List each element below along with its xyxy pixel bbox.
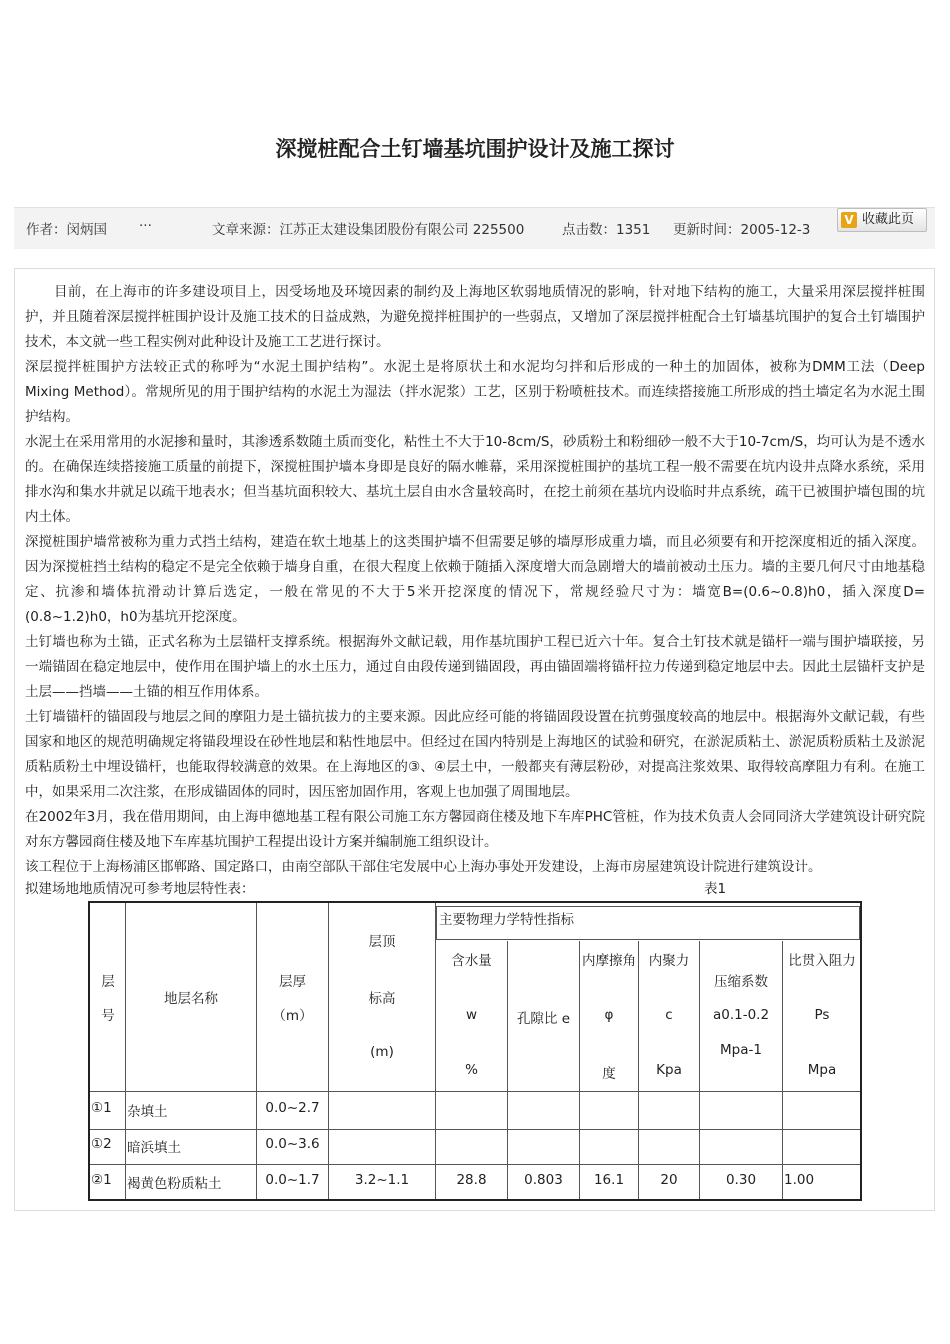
- table-number: 表1: [704, 881, 727, 897]
- header-compressibility: Mpa-1: [720, 1042, 762, 1058]
- cell-layer-name: 杂填土: [127, 1104, 168, 1120]
- paragraph: 深层搅拌桩围护方法较正式的称呼为“水泥土围护结构”。水泥土是将原状土和水泥均匀拌和后形成的一种土的加固体，被称为DMM工法（Deep Mixing Method）。常规所见的用于围护结构的水泥土为湿法（拌水泥浆）工艺，区别于粉喷桩技术。而连续搭接施工所形成的挡土墙定名为水泥土围护结构。: [25, 359, 925, 425]
- header-penetration: 比贯入阻力: [788, 953, 856, 969]
- paragraph: 土钉墙也称为土锚，正式名称为土层锚杆支撑系统。根据海外文献记载，用作基坑围护工程已近六十年。复合土钉技术就是锚杆一端与围护墙联接，另一端锚固在稳定地层中，使作用在围护墙上的水土压力，通过自由段传递到锚固段，再由锚固端将锚杆拉力传递到稳定地层中去。因此土层锚杆支护是土层——挡墙——土锚的相互作用体系。: [25, 634, 925, 700]
- more-authors-link[interactable]: ···: [139, 218, 152, 234]
- paragraph: 目前，在上海市的许多建设项目上，因受场地及环境因素的制约及上海地区软弱地质情况的影响，针对地下结构的施工，大量采用深层搅拌桩围护，并且随着深层搅拌桩围护设计及施工技术的日益成熟，为避免搅拌桩围护的一些弱点，又增加了深层搅拌桩配合土钉墙基坑围护的复合土钉墙围护技术，本文就一些工程实例对此种设计及施工工艺进行探讨。: [25, 284, 925, 350]
- cell-penetration: 1.00: [784, 1172, 815, 1188]
- cell-compressibility: 0.30: [725, 1172, 757, 1188]
- cell-void-ratio: 0.803: [524, 1172, 563, 1188]
- paragraph: 水泥土在采用常用的水泥掺和量时，其渗透系数随土质而变化，粘性土不大于10-8cm/S，砂质粉土和粉细砂一般不大于10-7cm/S，均可认为是不透水的。在确保连续搭接施工质量的前提下，深搅桩围护墙本身即是良好的隔水帷幕，采用深搅桩围护的基坑工程一般不需要在坑内设井点降水系统，采用排水沟和集水井就足以疏干地表水；但当基坑面积较大、基坑土层自由水含量较高时，在挖土前须在基坑内设临时井点系统，疏干已被围护墙包围的坑内土体。: [25, 434, 925, 525]
- header-water-content: w: [465, 1007, 478, 1023]
- header-thickness: （m）: [272, 1008, 313, 1024]
- favorite-label: 收藏此页: [862, 212, 915, 227]
- article-title: 深搅桩配合土钉墙基坑围护设计及施工探讨: [275, 136, 675, 161]
- paragraph: 土钉墙锚杆的锚固段与地层之间的摩阻力是土锚抗拔力的主要来源。因此应经可能的将锚固段设置在抗剪强度较高的地层中。根据海外文献记载，有些国家和地区的规范明确规定将锚段埋设在砂性地层和粘性地层中。但经过在国内特别是上海地区的试验和研究，在淤泥质粘土、淤泥质粉质粘土及淤泥质粘质粉土中埋设锚杆，也能取得较满意的效果。在上海地区的③、④层土中，一般都夹有薄层粉砂，对提高注浆效果、取得较高摩阻力有利。在施工中，如果采用二次注浆，在形成锚固体的同时，因压密加固作用，客观上也加强了周围地层。: [25, 709, 925, 800]
- cell-top-elevation: 3.2~1.1: [354, 1172, 410, 1188]
- header-layer-no: 层: [101, 974, 115, 990]
- source-text: 文章来源：江苏正太建设集团股份有限公司 225500: [212, 222, 525, 238]
- add-favorite-button[interactable]: [837, 208, 927, 232]
- header-void-ratio: 孔隙比 e: [516, 1011, 571, 1027]
- header-friction-angle: 度: [602, 1066, 616, 1082]
- header-cohesion: Kpa: [656, 1062, 682, 1078]
- header-cohesion: 内聚力: [648, 953, 690, 969]
- header-friction-angle: 内摩擦角: [582, 953, 636, 969]
- header-cohesion: c: [665, 1007, 673, 1023]
- paragraph: 深搅桩围护墙常被称为重力式挡土结构，建造在软土地基上的这类围护墙不但需要足够的墙厚形成重力墙，而且必须要有和开挖深度相近的插入深度。因为深搅桩挡土结构的稳定不是完全依赖于墙身自重，在很大程度上依赖于随插入深度增大而急剧增大的墙前被动土压力。墙的主要几何尺寸由地基稳定、抗渗和墙体抗滑动计算后选定，一般在常见的不大于5米开挖深度的情况下，常规经验尺寸为：墙宽B=(0.6~0.8)h0，插入深度D=(0.8~1.2)h0，h0为基坑开挖深度。: [25, 534, 925, 625]
- header-layer-no: 号: [101, 1008, 115, 1024]
- header-thickness: 层厚: [279, 974, 306, 990]
- update-time-text: 更新时间：2005-12-3: [673, 222, 811, 238]
- cell-thickness: 0.0~1.7: [265, 1172, 320, 1188]
- table-intro: 拟建场地地质情况可参考地层特性表：: [25, 881, 255, 897]
- main-properties-header: 主要物理力学特性指标: [436, 906, 860, 940]
- header-top-elevation: 标高: [368, 991, 396, 1007]
- header-water-content: %: [465, 1062, 478, 1078]
- header-layer-name: 地层名称: [164, 991, 218, 1007]
- author-text: 作者：闵炳国: [26, 222, 107, 238]
- cell-layer-no: ②1: [91, 1172, 112, 1188]
- header-compressibility: 压缩系数: [714, 974, 768, 990]
- favorite-icon: V: [841, 212, 857, 228]
- paragraph: 该工程位于上海杨浦区邯郸路、国定路口，由南空部队干部住宅发展中心上海办事处开发建设，上海市房屋建筑设计院进行建筑设计。: [25, 859, 822, 875]
- cell-layer-no: ①1: [91, 1100, 112, 1116]
- cell-layer-name: 暗浜填土: [127, 1140, 181, 1156]
- header-top-elevation: (m): [370, 1044, 394, 1060]
- header-friction-angle: φ: [604, 1007, 614, 1023]
- header-compressibility: a0.1-0.2: [712, 1007, 770, 1023]
- cell-water-content: 28.8: [456, 1172, 487, 1188]
- cell-cohesion: 20: [660, 1172, 678, 1188]
- cell-friction-angle: 16.1: [593, 1172, 625, 1188]
- cell-thickness: 0.0~2.7: [265, 1100, 320, 1116]
- click-count-text: 点击数：1351: [562, 222, 651, 238]
- header-water-content: 含水量: [451, 953, 492, 969]
- soil-properties-table: [88, 901, 862, 1201]
- header-penetration: Mpa: [807, 1062, 837, 1078]
- cell-layer-name: 褐黄色粉质粘土: [127, 1176, 222, 1192]
- header-penetration: Ps: [814, 1007, 830, 1023]
- header-top-elevation: 层顶: [368, 934, 396, 950]
- paragraph: 在2002年3月，我在借用期间，由上海申德地基工程有限公司施工东方馨园商住楼及地下车库PHC管桩，作为技术负责人会同同济大学建筑设计研究院对东方馨园商住楼及地下车库基坑围护工程提出设计方案并编制施工组织设计。: [25, 809, 925, 850]
- cell-layer-no: ①2: [91, 1136, 112, 1152]
- cell-thickness: 0.0~3.6: [265, 1136, 320, 1152]
